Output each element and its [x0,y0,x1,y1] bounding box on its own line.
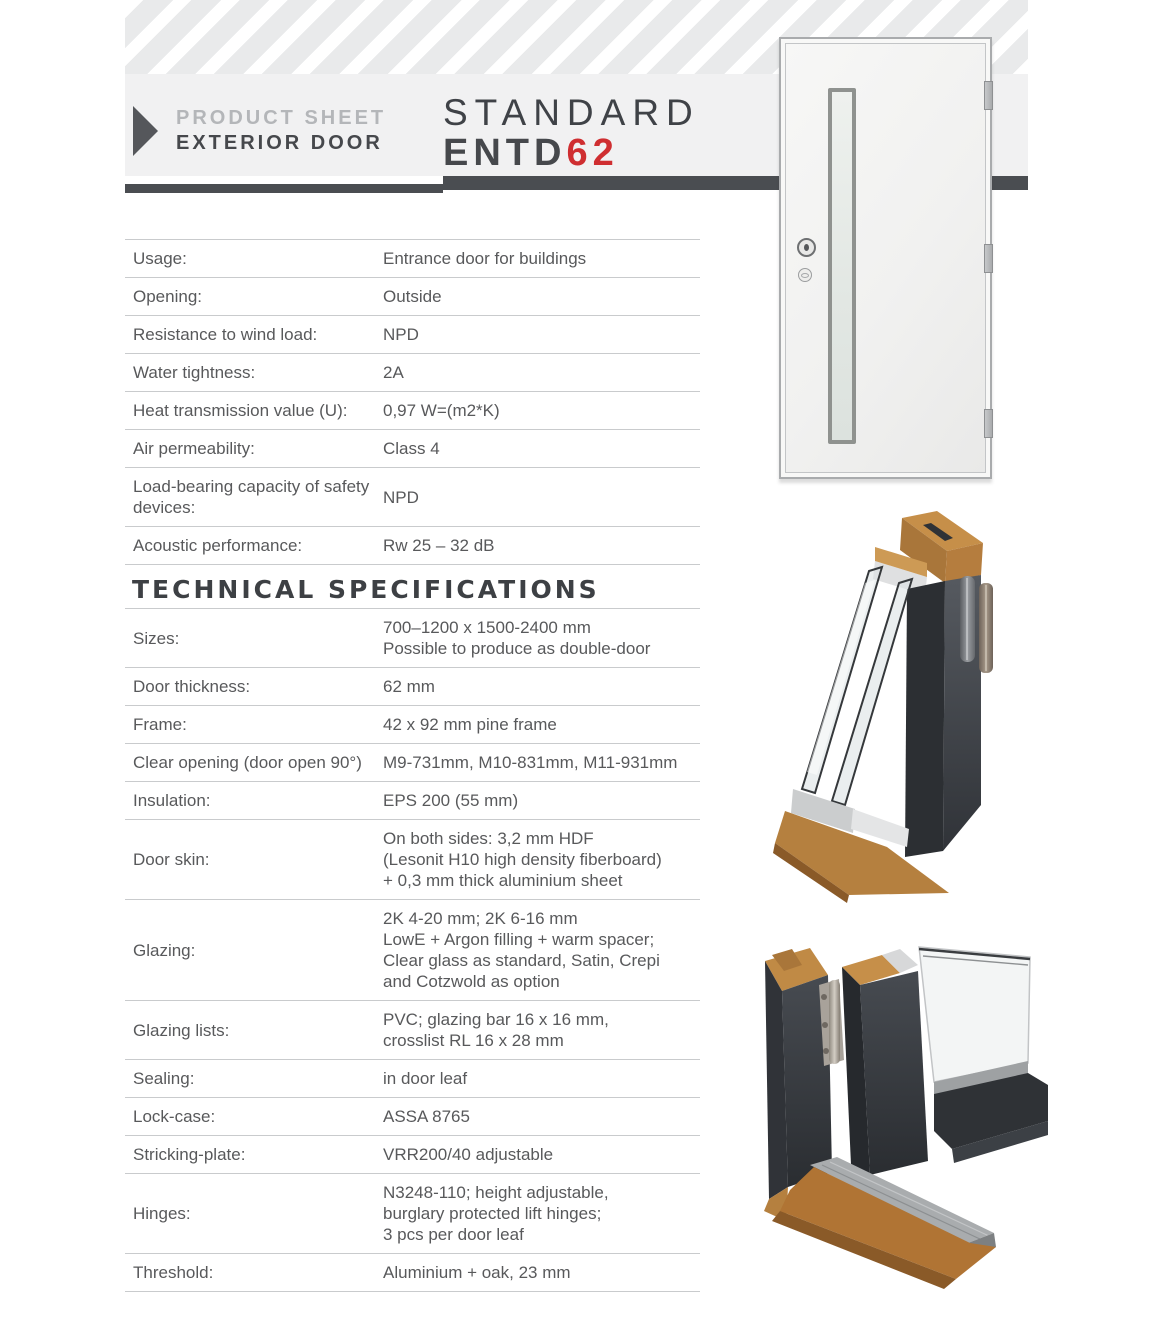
spec-row [125,743,700,781]
spec-row [125,239,700,277]
right-arrow-icon [133,106,158,156]
spec-label: Sizes: [133,628,180,648]
spec-row [125,608,700,667]
door-leaf [785,43,986,473]
spec-row [125,1097,700,1135]
spec-row [125,1135,700,1173]
spec-label: Sealing: [133,1069,195,1088]
spec-value: 42 x 92 mm pine frame [383,715,557,734]
spec-value: 62 mm [383,677,435,696]
spec-value: 700–1200 x 1500-2400 mm Possible to produce as double-door [383,618,651,658]
product-sheet-label: PRODUCT SHEET [176,107,387,129]
spec-label: Lock-case: [133,1107,216,1126]
spec-value: M9-731mm, M10-831mm, M11-931mm [383,753,678,772]
lock-cylinder-icon [798,268,812,282]
spec-label: Opening: [133,287,202,306]
spec-value: PVC; glazing bar 16 x 16 mm, crosslist RL 16 x 28 mm [383,1010,609,1050]
spec-row [125,277,700,315]
technical-specifications-table [125,608,700,1292]
spec-row [125,429,700,467]
spec-row [125,1000,700,1059]
spec-label: Frame: [133,715,187,734]
spec-row [125,705,700,743]
title-model-code: ENTD [443,132,567,174]
spec-label: Stricking-plate: [133,1145,246,1164]
spec-label: Glazing: [133,940,196,960]
performance-table [125,239,700,565]
spec-label: Acoustic performance: [133,536,303,555]
spec-value: Aluminium + oak, 23 mm [383,1263,571,1282]
door-glazing-strip [828,88,856,444]
spec-row [125,899,700,1000]
spec-value: EPS 200 (55 mm) [383,791,519,810]
spec-row [125,667,700,705]
door-hinge-bottom [984,409,993,438]
spec-value: Rw 25 – 32 dB [383,536,495,555]
spec-value: in door leaf [383,1069,468,1088]
spec-value: VRR200/40 adjustable [383,1145,554,1164]
spec-value: 0,97 W=(m2*K) [383,401,500,420]
spec-value: N3248-110; height adjustable, burglary protected lift hinges; 3 pcs per door leaf [383,1183,609,1244]
page-title [443,92,700,174]
spec-label: Load-bearing capacity of safety devices: [133,477,370,517]
spec-label: Door thickness: [133,677,251,696]
lock-knob-icon [797,238,816,257]
spec-value: NPD [383,487,419,507]
title-model [443,133,700,174]
spec-label: Water tightness: [133,363,256,382]
spec-row [125,1253,700,1292]
spec-row [125,526,700,565]
spec-label: Usage: [133,249,187,268]
spec-value: Outside [383,287,442,306]
spec-row [125,315,700,353]
sheet-type-label [176,106,386,156]
header-divider-bar-left [125,184,443,193]
door-hinge-top [984,81,993,110]
spec-value: Entrance door for buildings [383,249,587,268]
spec-value: ASSA 8765 [383,1107,470,1126]
spec-value: 2K 4-20 mm; 2K 6-16 mm LowE + Argon filling + warm spacer; Clear glass as standard, Satin, Crepi and Cotzwold as option [383,909,660,991]
spec-row [125,1059,700,1097]
spec-row [125,819,700,899]
spec-label: Insulation: [133,791,211,810]
spec-label: Resistance to wind load: [133,325,318,344]
spec-label: Clear opening (door open 90°) [133,753,362,772]
spec-row [125,391,700,429]
spec-label: Hinges: [133,1204,191,1223]
spec-row [125,781,700,819]
spec-row [125,467,700,526]
spec-label: Air permeability: [133,439,255,458]
door-section-render-top [757,503,1087,905]
door-front-photo [779,37,992,479]
door-hinge-middle [984,244,993,273]
spec-value: Class 4 [383,439,440,458]
exterior-door-label: EXTERIOR DOOR [176,132,383,154]
spec-row [125,1173,700,1253]
spec-label: Threshold: [133,1263,214,1282]
tech-specs-heading: TECHNICAL SPECIFICATIONS [132,575,600,604]
spec-label: Glazing lists: [133,1020,230,1040]
title-series: STANDARD [443,92,700,133]
spec-value: NPD [383,325,419,344]
spec-label: Door skin: [133,850,210,869]
spec-value: On both sides: 3,2 mm HDF (Lesonit H10 high density fiberboard) + 0,3 mm thick aluminium sheet [383,829,662,890]
spec-value: 2A [383,363,404,382]
spec-label: Heat transmission value (U): [133,401,348,420]
door-section-render-bottom [742,935,1172,1321]
title-model-number: 62 [566,132,619,174]
spec-row [125,353,700,391]
